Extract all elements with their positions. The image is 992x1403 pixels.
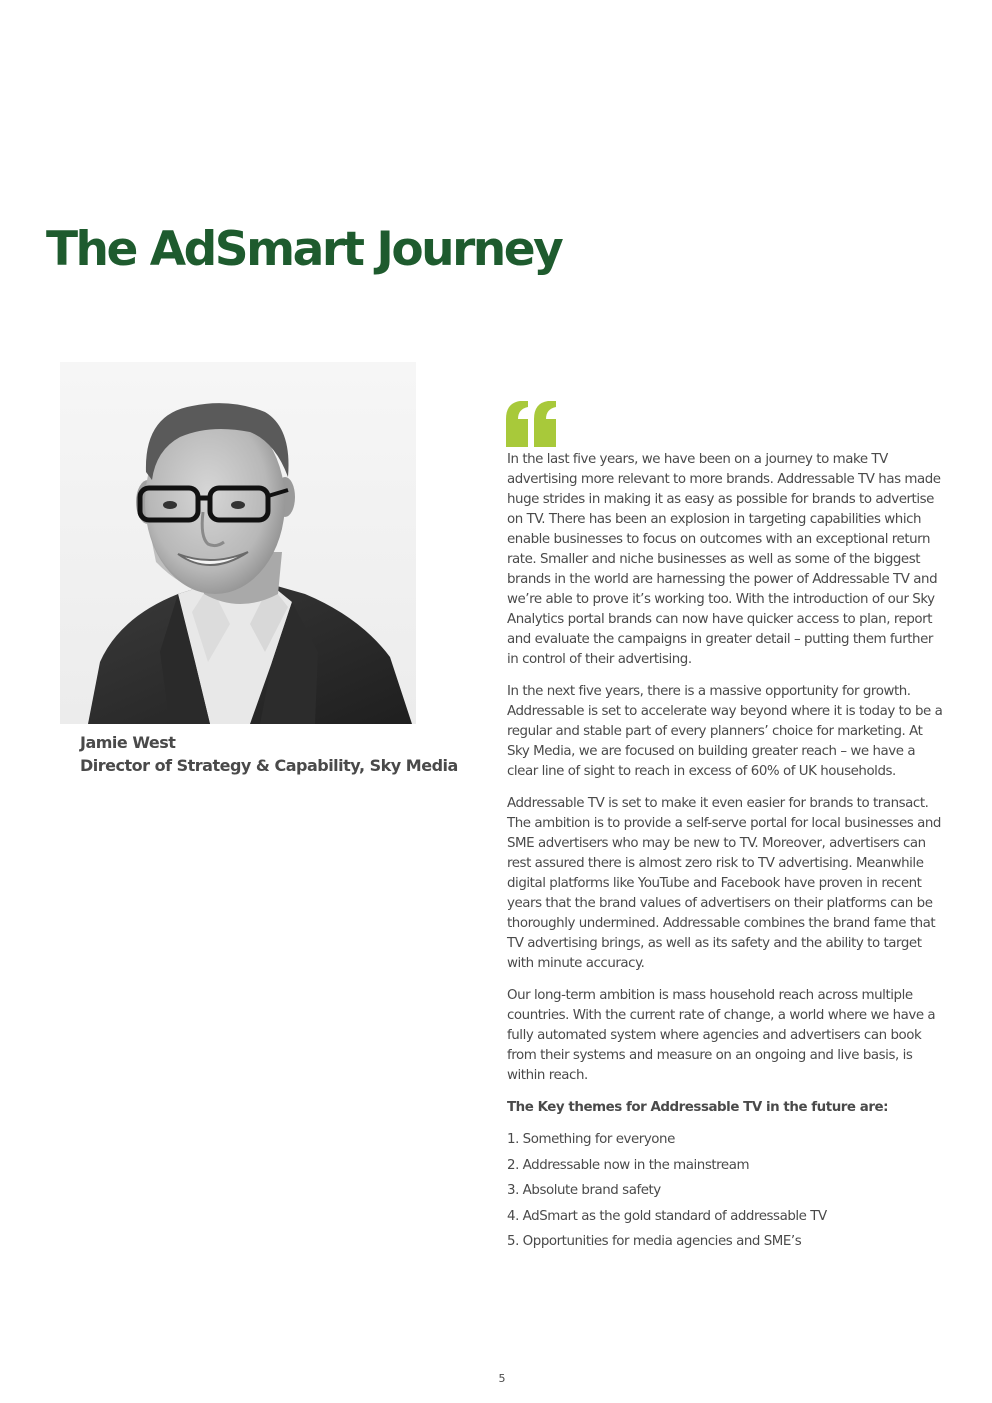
portrait-photo	[60, 362, 416, 724]
page-number: 5	[498, 1372, 506, 1385]
article-paragraph: In the next five years, there is a massive opportunity for growth. Addressable is set to accelerate way beyond where it is today to be a regular and stable part of every planners’ choice for marketing. At Sky Media, we are focused on building greater reach – we have a clear line of sight to reach in excess of 60% of UK households.	[507, 684, 943, 779]
article-paragraph: In the last five years, we have been on a journey to make TV advertising more relevant to more brands. Addressable TV has made huge strides in making it as easy as possible for brands to advertise on TV. There has been an explosion in targeting capabilities which enable businesses to focus on outcomes with an exceptional return rate. Smaller and niche businesses as well as some of the biggest brands in the world are harnessing the power of Addressable TV and we’re able to prove it’s working too. With the introduction of our Sky Analytics portal brands can now have quicker access to plan, report and evaluate the campaigns in greater detail – putting them further in control of their advertising.	[507, 452, 941, 667]
list-item: 4. AdSmart as the gold standard of addressable TV	[507, 1208, 827, 1224]
themes-heading: The Key themes for Addressable TV in the future are:	[507, 1100, 889, 1115]
list-item: 1. Something for everyone	[507, 1132, 675, 1147]
list-item: 5. Opportunities for media agencies and SME’s	[507, 1234, 802, 1250]
person-role: Director of Strategy & Capability, Sky Media	[80, 756, 458, 775]
person-name: Jamie West	[80, 733, 176, 752]
page-title: The AdSmart Journey	[46, 222, 562, 277]
portrait-illustration	[60, 362, 416, 724]
quote-mark-icon	[506, 401, 558, 447]
article-body	[507, 450, 947, 1258]
article-paragraph: Our long-term ambition is mass household reach across multiple countries. With the current rate of change, a world where we have a fully automated system where agencies and advertisers can book from their systems and measure on an ongoing and live basis, is within reach.	[507, 988, 936, 1083]
article-paragraph: Addressable TV is set to make it even easier for brands to transact. The ambition is to provide a self-serve portal for local businesses and SME advertisers who may be new to TV. Moreover, advertisers can rest assured there is almost zero risk to TV advertising. Meanwhile digital platforms like YouTube and Facebook have proven in recent years that the brand values of advertisers on their platforms can be thoroughly undermined. Addressable combines the brand fame that TV advertising brings, as well as its safety and the ability to target with minute accuracy.	[507, 796, 941, 971]
portrait-caption	[80, 731, 480, 777]
list-item: 3. Absolute brand safety	[507, 1183, 661, 1199]
themes-list	[507, 1130, 947, 1258]
list-item: 2. Addressable now in the mainstream	[507, 1157, 750, 1173]
